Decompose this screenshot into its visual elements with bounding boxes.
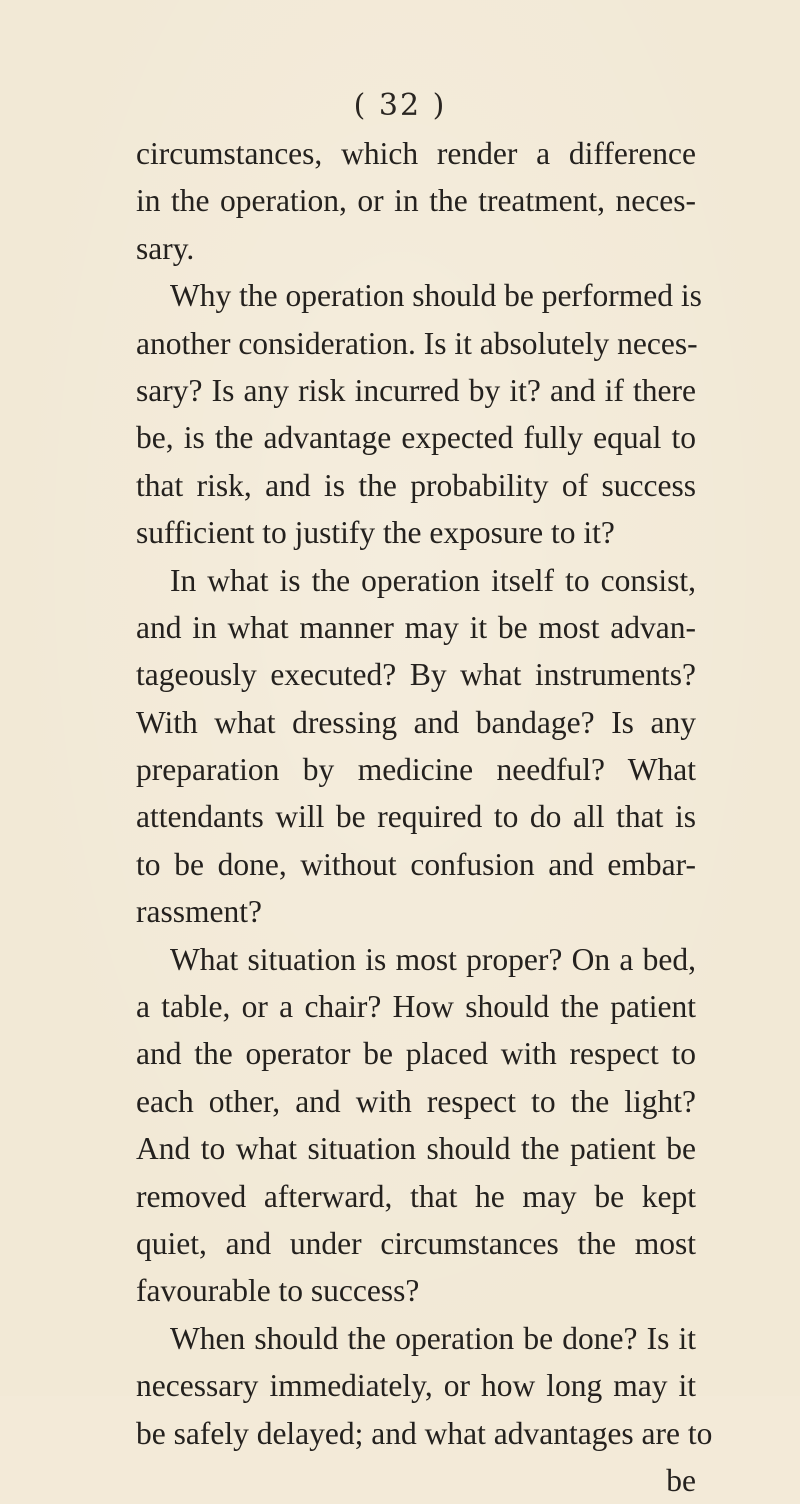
text-line: each other, and with respect to the light? — [136, 1083, 696, 1119]
text-line: and in what manner may it be most advan- — [136, 609, 696, 645]
text-line: Why the operation should be performed is — [170, 278, 702, 314]
text-line: quiet, and under circumstances the most — [136, 1225, 696, 1261]
text-line: When should the operation be done? Is it — [170, 1320, 696, 1356]
text-line: sary? Is any risk incurred by it? and if there — [136, 372, 696, 408]
text-line: be safely delayed; and what advantages are to — [136, 1415, 713, 1451]
text-line: that risk, and is the probability of success — [136, 467, 696, 503]
text-line: favourable to success? — [136, 1273, 420, 1309]
text-line: In what is the operation itself to consist, — [170, 562, 696, 598]
text-line: sufficient to justify the exposure to it? — [136, 515, 615, 551]
catchword: be — [666, 1462, 696, 1498]
text-line: With what dressing and bandage? Is any — [136, 704, 696, 740]
text-line: circumstances, which render a difference — [136, 136, 696, 171]
text-line: and the operator be placed with respect to — [136, 1036, 696, 1072]
text-line: necessary immediately, or how long may it — [136, 1368, 696, 1404]
text-line: removed afterward, that he may be kept — [136, 1178, 696, 1214]
text-line: be, is the advantage expected fully equal to — [136, 420, 696, 456]
text-line: a table, or a chair? How should the patient — [136, 989, 696, 1025]
text-line: in the operation, or in the treatment, neces- — [136, 183, 696, 219]
body-text — [136, 130, 713, 1504]
text-line: sary. — [136, 230, 195, 266]
text-line: tageously executed? By what instruments? — [136, 657, 696, 693]
text-line: rassment? — [136, 894, 262, 930]
text-line: another consideration. Is it absolutely neces- — [136, 325, 698, 361]
text-line: And to what situation should the patient be — [136, 1131, 696, 1167]
text-line: What situation is most proper? On a bed, — [170, 941, 696, 977]
text-line: preparation by medicine needful? What — [136, 752, 696, 788]
text-line: to be done, without confusion and embar- — [136, 846, 696, 882]
text-line: attendants will be required to do all that is — [136, 799, 696, 835]
page-number: ( 32 ) — [353, 88, 447, 123]
